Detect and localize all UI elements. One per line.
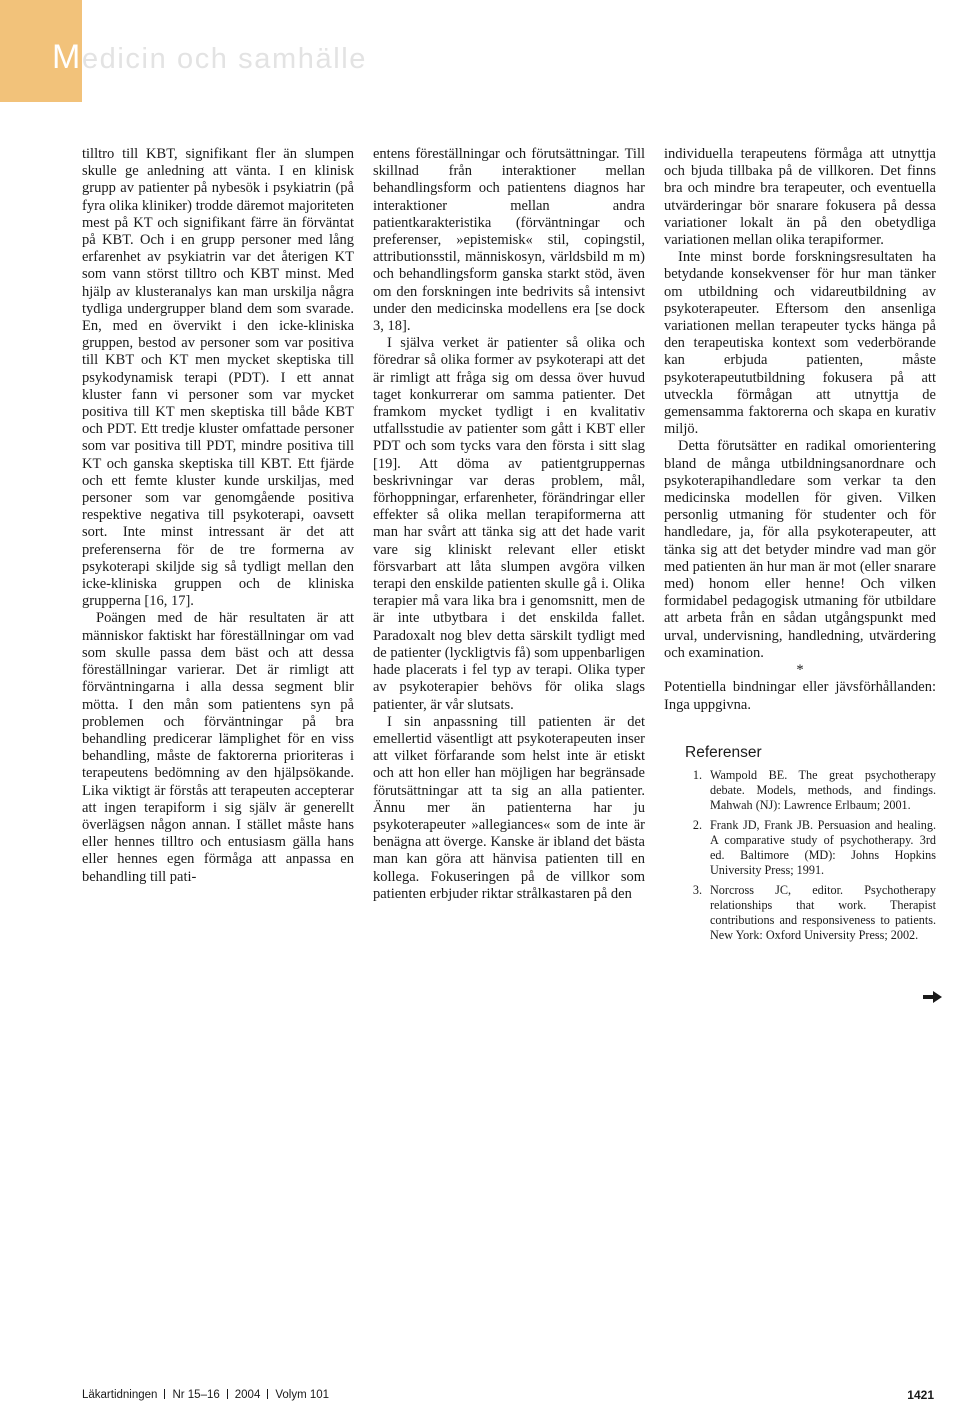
article-column-1 [82, 146, 354, 886]
reference-number: 3. [692, 882, 702, 897]
section-title [52, 40, 367, 74]
references-heading: Referenser [685, 743, 762, 761]
footer-divider [267, 1389, 268, 1399]
reference-number: 2. [692, 817, 702, 832]
paragraph: tilltro till KBT, signifikant fler än slumpen skulle ge anledning att vänta. I en klinisk grupp av patienter på nybesök i psykiatrin (på fyra olika kliniker) trodde däremot majoriteten mest på KT och signifikant färre än förväntat på KBT. Och i en grupp personer med lång erfarenhet av psykiatrin var det återigen KT som vann störst tilltro och KBT minst. Med hjälp av klusteranalys kan man urskilja några tydliga undergrupper bland dem som svarade. En, med en övervikt i den icke-kliniska gruppen, bestod av personer som var positiva till KBT och KT men mycket skeptiska till psykodynamisk terapi (PDT). I ett annat kluster fann vi personer som var mycket positiva till KT men skeptiska till både KBT och PDT. Ett tredje kluster omfattade personer som var positiva till PDT, mindre positiva till KT och ganska skeptiska till KBT. Ett fjärde och ett femte kluster kunde urskiljas, med personer som var genomgående positiva respektive negativa till psykoterapi, oavsett sort. Inte minst intressant är det att preferenserna för de tre formerna av psykoterapi skiljde sig så tydligt mellan den icke-kliniska gruppen och de kliniska grupperna [16, 17]. [82, 146, 354, 610]
issue-number: Nr 15–16 [172, 1389, 220, 1401]
reference-item [664, 883, 936, 943]
volume: Volym 101 [275, 1389, 330, 1401]
page-footer [82, 1389, 329, 1401]
paragraph: entens föreställningar och förutsättningar. Till skillnad från interaktioner mellan behandlingsform och patientens diagnos har interaktioner mellan andra patientkarakteristika (förväntningar och preferenser, »epistemisk« stil, copingstil, attributionsstil, människosyn, världsbild m m) och behandlingsform ganska starkt stöd, även om den forskningen inte bedrivits så intensivt under den medicinska modellens era [se dock 3, 18]. [373, 146, 645, 335]
reference-text: Wampold BE. The great psychotherapy debate. Models, methods, and findings. Mahwah (NJ): Lawrence Erlbaum; 2001. [710, 767, 936, 812]
paragraph: Detta förutsätter en radikal omorientering bland de många utbildningsanordnare och psykoterapihandledare som verkar ta den medicinska modellen för given. Vilken personlig utmaning för studenter och för handledare, ja, för alla psykoterapeuter, att tänka sig att det betyder mindre vad man gör med patienten än hur man är mot (eller snarare med) honom eller henne! Och vilken formidabel pedagogisk utmaning för utbildare att arbeta från en sådan utgångspunkt med urval, undervisning, handledning, utvärdering och examination. [664, 438, 936, 661]
section-title-initial: M [52, 38, 82, 76]
article-column-2 [373, 146, 645, 903]
reference-item [664, 768, 936, 813]
reference-text: Frank JD, Frank JB. Persuasion and healing. A comparative study of psychotherapy. 3rd ed. Baltimore (MD): Johns Hopkins University Press; 1991. [710, 817, 936, 877]
paragraph: Poängen med de här resultaten är att människor faktiskt har föreställningar om vad som skulle passa dem bäst och att dessa föreställningar varierar. Det är rimligt att förväntningarna i alla dessa segment blir mötta. I den mån som patientens syn på problemen och förväntningar på bra behandling predicerar lämplighet för en viss behandling, måste de faktorerna prioriteras i terapeutens bedömning av den hjälpsökande. Lika viktigt är förstås att terapeuten accepterar att ingen terapiform i sig själv är generellt överlägsen någon annan. I stället måste hans eller hennes tilltro och entusiasm gälla hans eller hennes egen förmåga att anpassa en behandling till pati- [82, 610, 354, 885]
issue-year: 2004 [234, 1389, 261, 1401]
paragraph: I sin anpassning till patienten är det emellertid väsentligt att psykoterapeuten inser att vilket förfarande som helst inte är etiskt och att hon eller han möjligen har begränsade förutsättningar att ta sig an alla patienter. Ännu mer än patienterna har ju psykoterapeuter »allegiances« som de inte är benägna att överge. Kanske är ibland det bästa man kan göra att hänvisa patienten till en kollega. Fokuseringen på de villkor som patienten erbjuder riktar strålkastaren på den [373, 713, 645, 902]
arrow-right-icon[interactable] [922, 989, 944, 1005]
footer-divider [164, 1389, 165, 1399]
reference-number: 1. [692, 767, 702, 782]
section-title-rest: edicin och samhälle [81, 43, 368, 75]
reference-text: Norcross JC, editor. Psychotherapy relationships that work. Therapist contributions and responsiveness to patients. New York: Oxford University Press; 2002. [710, 882, 936, 942]
article-column-3 [664, 146, 936, 948]
paragraph: I själva verket är patienter så olika och föredrar så olika former av psykoterapi att det är rimligt att fråga sig om dessa över huvud taget konkurrerar om samma patienter. Det framkom mycket tydligt i en kvalitativ utfallsstudie av patienter som gått i KBT eller PDT och som tycks vara den första i sitt slag [19]. Att döma av patientgruppernas beskrivningar var deras problem, mål, förhoppningar, erfarenheter, förändringar eller effekter så olika mellan terapiformerna att man har svårt att tänka sig att det hade varit vare sig kliniskt relevant eller etiskt försvarbart att låta slumpen avgöra vilken terapi den enskilde patienten skulle gå i. Olika terapier må vara lika bra i genomsnitt, men de är inte utbytbara i det enskilda fallet. Paradoxalt nog blev detta särskilt tydligt med de patienter (lyckligtvis få) som uppenbarligen hade placerats i fel typ av terapi. Olika typer av psykoterapier behövs för olika slags patienter, är vår slutsats. [373, 335, 645, 713]
reference-item [664, 818, 936, 878]
references-list [664, 768, 936, 943]
journal-name: Läkartidningen [82, 1389, 158, 1401]
paragraph: Inte minst borde forskningsresultaten ha betydande konsekvenser för hur man tänker om utbildning och vidareutbildning av psykoterapeuter. Eftersom den ansenliga variationen mellan terapeuter tycks hänga på den terapeutiska kontext som vederbörande kan erbjuda patienten, måste psykoterapeututbildning fokusera på att utveckla förmågan att utnyttja de gemensamma faktorerna och skapa en kurativ miljö. [664, 249, 936, 438]
disclosure-statement: Potentiella bindningar eller jävsförhållanden: Inga uppgivna. [664, 679, 936, 713]
footer-divider [227, 1389, 228, 1399]
section-separator: * [796, 662, 804, 679]
page-number: 1421 [907, 1388, 934, 1402]
paragraph: individuella terapeutens förmåga att utnyttja och bjuda tillbaka på de villkoren. Det finns bra och mindre bra terapeuter, och eventuella utvärderingar bör snarare fokusera på dessa variationer lokalt än på den obetydliga variationen mellan olika terapiformer. [664, 146, 936, 249]
